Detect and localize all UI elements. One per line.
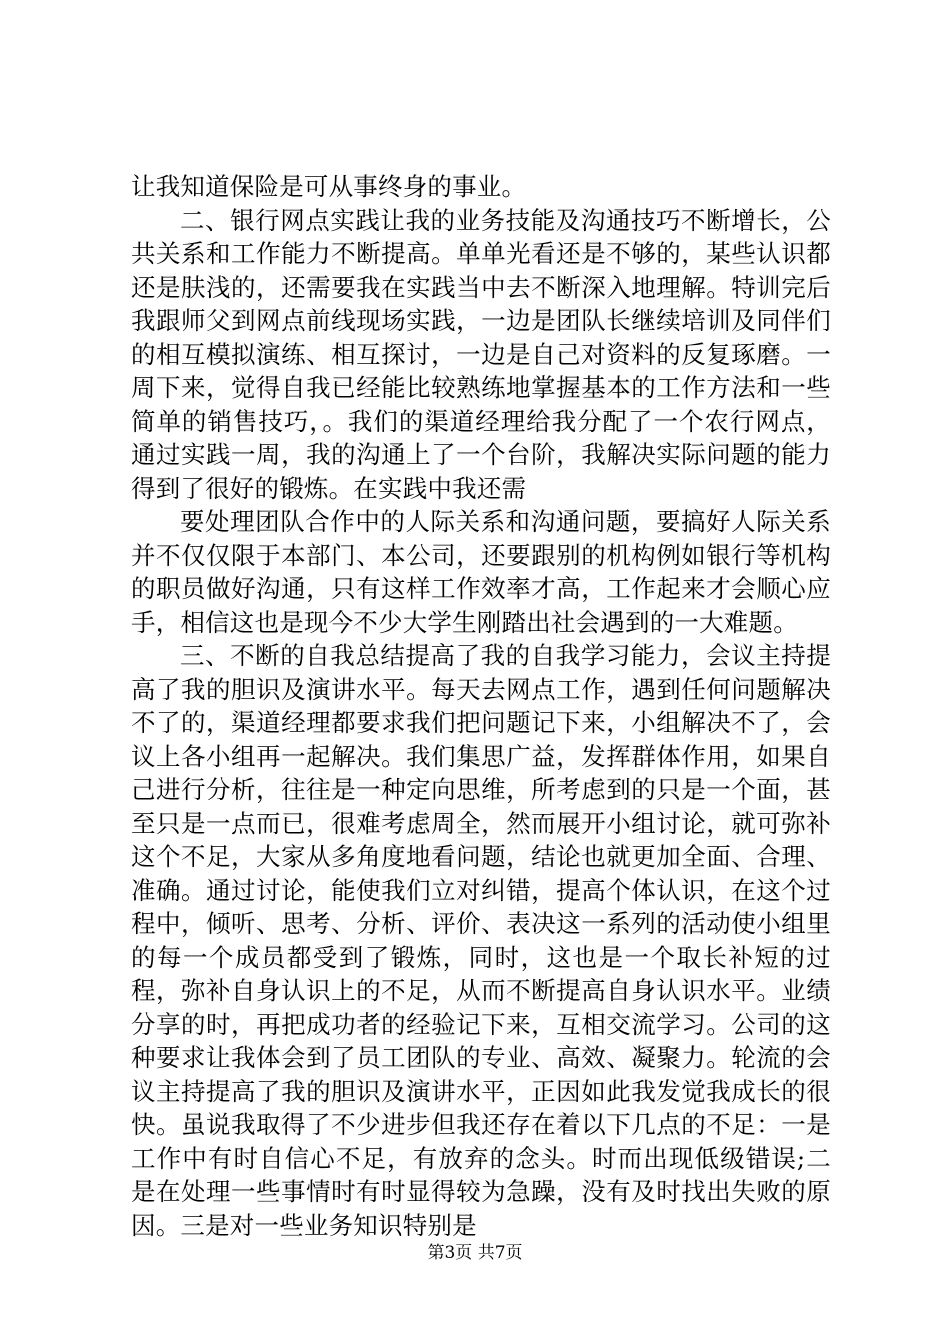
paragraph-teamwork: 要处理团队合作中的人际关系和沟通问题，要搞好人际关系并不仅仅限于本部门、本公司，还要跟别的机构例如银行等机构的职员做好沟通，只有这样工作效率才高，工作起来才会顺心应手，相信这也是现今不少大学生刚踏出社会遇到的一大难题。 (131, 507, 831, 637)
document-body (131, 170, 831, 1242)
paragraph-section-two: 二、银行网点实践让我的业务技能及沟通技巧不断增长，公共关系和工作能力不断提高。单单光看还是不够的，某些认识都还是肤浅的，还需要我在实践当中去不断深入地理解。特训完后我跟师父到网点前线现场实践，一边是团队长继续培训及同伴们的相互模拟演练、相互探讨，一边是自己对资料的反复琢磨。一周下来，觉得自我已经能比较熟练地掌握基本的工作方法和一些简单的销售技巧，。我们的渠道经理给我分配了一个农行网点，通过实践一周，我的沟通上了一个台阶，我解决实际问题的能力得到了很好的锻炼。在实践中我还需 (131, 205, 831, 503)
paragraph-continuation: 让我知道保险是可从事终身的事业。 (131, 172, 527, 201)
page-number-footer: 第3页 共7页 (427, 1243, 523, 1263)
paragraph-section-three: 三、不断的自我总结提高了我的自我学习能力，会议主持提高了我的胆识及演讲水平。每天去网点工作，遇到任何问题解决不了的，渠道经理都要求我们把问题记下来，小组解决不了，会议上各小组再一起解决。我们集思广益，发挥群体作用，如果自己进行分析，往往是一种定向思维，所考虑到的只是一个面，甚至只是一点而已，很难考虑周全，然而展开小组讨论，就可弥补这个不足，大家从多角度地看问题，结论也就更加全面、合理、准确。通过讨论，能使我们立对纠错，提高个体认识，在这个过程中，倾听、思考、分析、评价、表决这一系列的活动使小组里的每一个成员都受到了锻炼，同时，这也是一个取长补短的过程，弥补自身认识上的不足，从而不断提高自身认识水平。业绩分享的时，再把成功者的经验记下来，互相交流学习。公司的这种要求让我体会到了员工团队的专业、高效、凝聚力。轮流的会议主持提高了我的胆识及演讲水平，正因如此我发觉我成长的很快。虽说我取得了不少进步但我还存在着以下几点的不足：一是工作中有时自信心不足，有放弃的念头。时而出现低级错误;二是在处理一些事情时有时显得较为急躁，没有及时找出失败的原因。三是对一些业务知识特别是 (131, 641, 831, 1240)
